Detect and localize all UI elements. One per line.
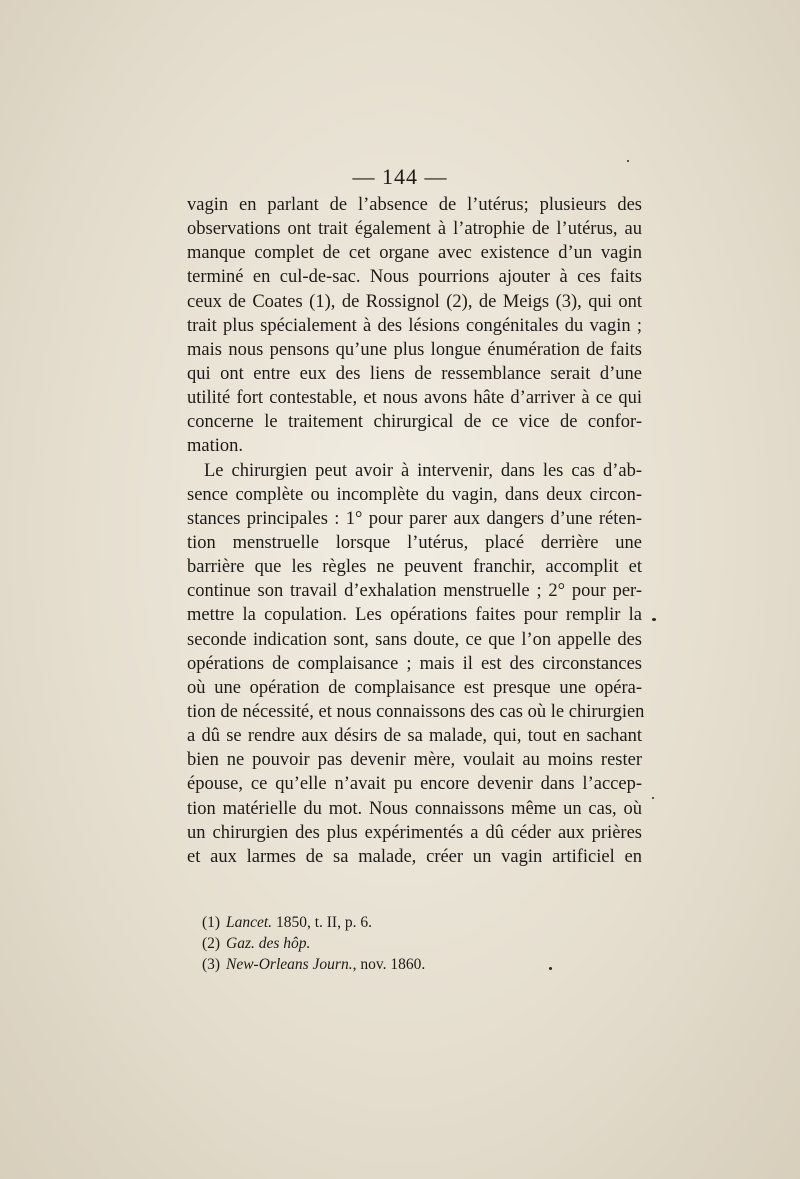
text-line: mettre la copulation. Les opérations faites pour remplir la — [187, 605, 642, 626]
text-line: concerne le traitement chirurgical de ce vice de confor- — [187, 412, 642, 433]
text-line: tion de nécessité, et nous connaissons des cas où le chirurgien — [187, 701, 645, 722]
text-line: tion menstruelle lorsque l’utérus, placé derrière une — [187, 532, 642, 553]
text-line: stances principales : 1° pour parer aux dangers d’une réten- — [187, 508, 642, 529]
text-line: continue son travail d’exhalation menstruelle ; 2° pour per- — [187, 581, 642, 602]
text-line: seconde indication sont, sans doute, ce que l’on appelle des — [187, 629, 642, 650]
body-text — [187, 193, 645, 869]
text-line: manque complet de cet organe avec existence d’un vagin — [187, 243, 642, 264]
text-line: un chirurgien des plus expérimentés a dû céder aux prières — [187, 822, 642, 843]
ink-speck — [549, 967, 552, 970]
text-line: opérations de complaisance ; mais il est des circonstances — [187, 653, 642, 674]
text-line: observations ont trait également à l’atrophie de l’utérus, au — [187, 219, 642, 240]
ink-speck — [652, 618, 656, 621]
text-line: sence complète ou incomplète du vagin, dans deux circon- — [187, 484, 642, 505]
footnote — [202, 912, 622, 933]
footnotes — [202, 912, 622, 975]
footnote-source: New-Orleans Journ. — [226, 956, 353, 973]
footnote-number: (2) — [202, 935, 221, 952]
footnote-detail: , nov. 1860. — [352, 956, 426, 973]
page-number: — 144 — — [352, 164, 448, 189]
ink-speck — [652, 797, 654, 799]
footnote — [202, 933, 622, 954]
text-line: barrière que les règles ne peuvent franchir, accomplit et — [187, 557, 642, 578]
text-line: qui ont entre eux des liens de ressemblance serait d’une — [187, 363, 642, 384]
text-line: bien ne pouvoir pas devenir mère, voulait au moins rester — [187, 750, 642, 771]
footnote-number: (1) — [202, 914, 221, 931]
text-line: terminé en cul-de-sac. Nous pourrions ajouter à ces faits — [187, 267, 642, 288]
footnote-number: (3) — [202, 956, 221, 973]
footnote-source: Lancet. — [226, 914, 273, 931]
text-line: ceux de Coates (1), de Rossignol (2), de Meigs (3), qui ont — [187, 291, 642, 312]
footnote — [202, 954, 622, 975]
text-line: épouse, ce qu’elle n’avait pu encore devenir dans l’accep- — [187, 774, 642, 795]
text-line: mais nous pensons qu’une plus longue énumération de faits — [187, 339, 642, 360]
text-line: utilité fort contestable, et nous avons hâte d’arriver à ce qui — [187, 388, 642, 409]
text-line: où une opération de complaisance est presque une opéra- — [187, 677, 642, 698]
text-line: mation. — [187, 436, 244, 457]
text-line: trait plus spécialement à des lésions congénitales du vagin ; — [187, 315, 642, 336]
ink-speck — [627, 160, 629, 162]
footnote-source: Gaz. des hôp. — [226, 935, 311, 952]
text-line: vagin en parlant de l’absence de l’utérus; plusieurs des — [187, 195, 642, 215]
paragraph-start-line: Le chirurgien peut avoir à intervenir, dans les cas d’ab- — [204, 460, 642, 481]
footnote-detail: 1850, t. II, p. 6. — [272, 914, 372, 931]
text-line: a dû se rendre aux désirs de sa malade, qui, tout en sachant — [187, 726, 642, 747]
text-line: et aux larmes de sa malade, créer un vagin artificiel en — [187, 846, 642, 867]
text-line: tion matérielle du mot. Nous connaissons même un cas, où — [187, 798, 642, 819]
